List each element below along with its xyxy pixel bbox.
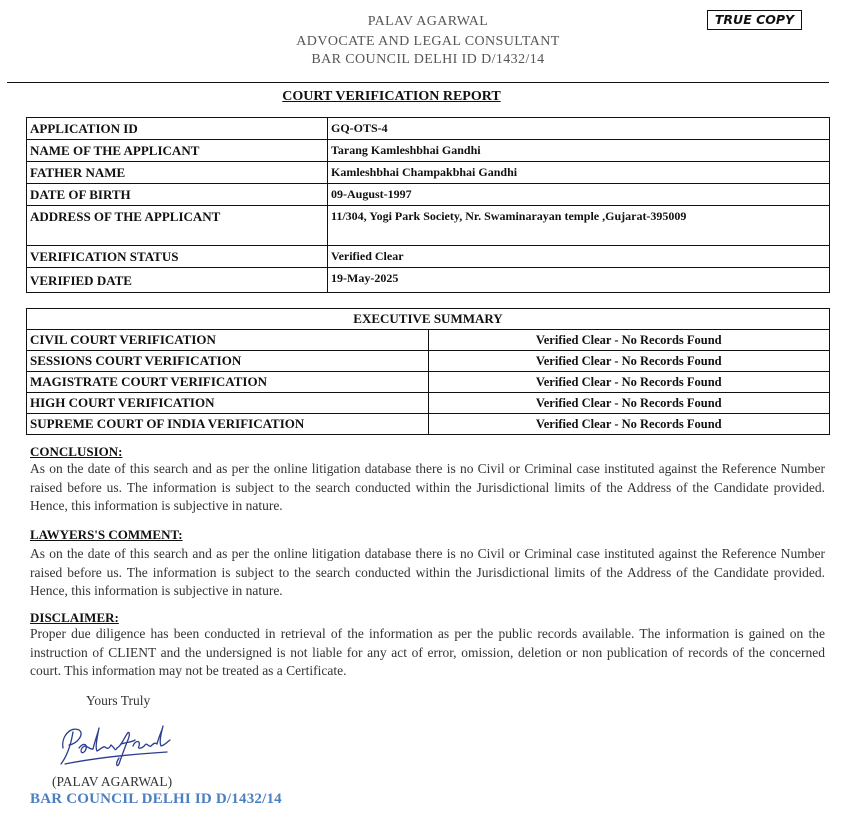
table-row <box>27 268 830 293</box>
applicant-name-label: NAME OF THE APPLICANT <box>27 140 328 162</box>
supreme-court-result: Verified Clear - No Records Found <box>428 414 830 435</box>
advocate-designation: ADVOCATE AND LEGAL CONSULTANT <box>296 34 560 49</box>
table-row <box>27 162 830 184</box>
table-row <box>27 351 830 372</box>
conclusion-text: As on the date of this search and as per the online litigation database there is no Civil or Criminal case instituted against the Reference Number raised before us. The information is subject to the search conducted within the Jurisdictional limits of the Address of the Candidate provided. Hence, this information is subjective in nature. <box>30 461 825 513</box>
report-title: COURT VERIFICATION REPORT <box>282 89 501 104</box>
verification-status-label: VERIFICATION STATUS <box>27 246 328 268</box>
disclaimer-heading: DISCLAIMER: <box>30 610 119 625</box>
table-row <box>27 372 830 393</box>
dob-label: DATE OF BIRTH <box>27 184 328 206</box>
magistrate-court-label: MAGISTRATE COURT VERIFICATION <box>27 372 429 393</box>
lawyers-comment-text: As on the date of this search and as per the online litigation database there is no Civil or Criminal case instituted against the Reference Number raised before us. The information is subject to the search conducted within the Jurisdictional limits of the Address of the Candidate provided. Hence, this information is subjective in nature. <box>30 546 825 598</box>
table-row <box>27 140 830 162</box>
verified-date-value: 19-May-2025 <box>328 268 830 293</box>
table-row <box>27 184 830 206</box>
closing-salutation: Yours Truly <box>86 693 151 708</box>
conclusion-heading: CONCLUSION: <box>30 444 123 459</box>
high-court-result: Verified Clear - No Records Found <box>428 393 830 414</box>
table-row <box>27 393 830 414</box>
table-row <box>27 246 830 268</box>
handwritten-signature <box>55 718 175 770</box>
executive-summary-heading: EXECUTIVE SUMMARY <box>27 309 830 330</box>
lawyers-comment-heading: LAWYERS'S COMMENT: <box>30 527 183 542</box>
sessions-court-label: SESSIONS COURT VERIFICATION <box>27 351 429 372</box>
supreme-court-label: SUPREME COURT OF INDIA VERIFICATION <box>27 414 429 435</box>
address-value: 11/304, Yogi Park Society, Nr. Swaminarayan temple ,Gujarat-395009 <box>328 206 830 246</box>
application-id-value: GQ-OTS-4 <box>328 118 830 140</box>
high-court-label: HIGH COURT VERIFICATION <box>27 393 429 414</box>
civil-court-result: Verified Clear - No Records Found <box>428 330 830 351</box>
executive-summary-table <box>26 308 830 435</box>
father-name-label: FATHER NAME <box>27 162 328 184</box>
table-row <box>27 414 830 435</box>
bar-council-id: BAR COUNCIL DELHI ID D/1432/14 <box>30 791 282 807</box>
applicant-name-value: Tarang Kamleshbhai Gandhi <box>328 140 830 162</box>
magistrate-court-result: Verified Clear - No Records Found <box>428 372 830 393</box>
true-copy-stamp: TRUE COPY <box>707 10 802 30</box>
verification-status-value: Verified Clear <box>328 246 830 268</box>
advocate-name: PALAV AGARWAL <box>367 14 489 29</box>
header-divider <box>7 82 829 83</box>
applicant-details-table <box>26 117 830 293</box>
father-name-value: Kamleshbhai Champakbhai Gandhi <box>328 162 830 184</box>
table-row <box>27 118 830 140</box>
table-row <box>27 330 830 351</box>
sessions-court-result: Verified Clear - No Records Found <box>428 351 830 372</box>
advocate-bar-id: BAR COUNCIL DELHI ID D/1432/14 <box>311 52 545 67</box>
table-row <box>27 309 830 330</box>
disclaimer-text: Proper due diligence has been conducted in retrieval of the information as per the public records available. The information is gained on the instruction of CLIENT and the undersigned is not liable for any act of error, omission, deletion or non publication of records of the concerned court. This information may not be treated as a Certificate. <box>30 626 825 678</box>
signatory-name: (PALAV AGARWAL) <box>52 774 173 789</box>
application-id-label: APPLICATION ID <box>27 118 328 140</box>
civil-court-label: CIVIL COURT VERIFICATION <box>27 330 429 351</box>
dob-value: 09-August-1997 <box>328 184 830 206</box>
verified-date-label: VERIFIED DATE <box>27 268 328 293</box>
table-row <box>27 206 830 246</box>
address-label: ADDRESS OF THE APPLICANT <box>27 206 328 246</box>
